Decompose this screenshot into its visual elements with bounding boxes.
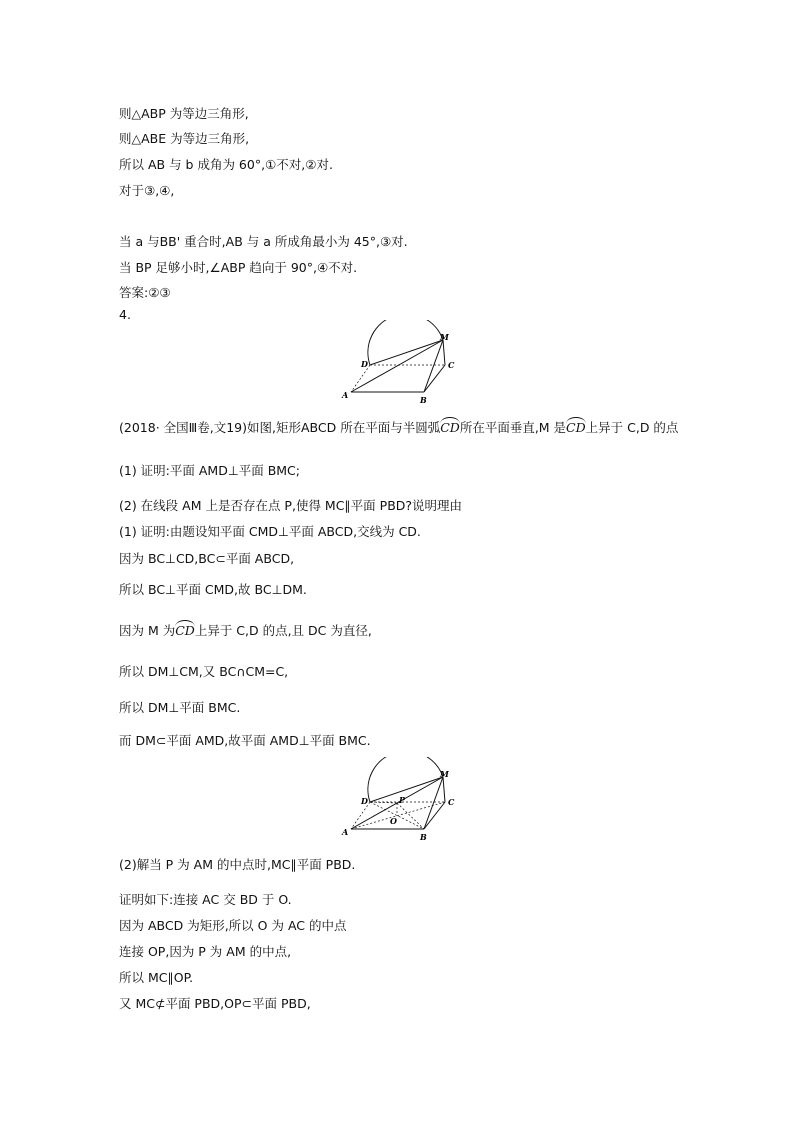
text-line: 所以 AB 与 b 成角为 60°,①不对,②对. [119,157,333,172]
solution-line: 而 DM⊂平面 AMD,故平面 AMD⊥平面 BMC. [119,733,371,748]
solution-line: 因为 ABCD 为矩形,所以 O 为 AC 的中点 [119,918,347,933]
solution-line: 因为 BC⊥CD,BC⊂平面 ABCD, [119,551,295,566]
text-line: 答案:②③ [119,285,171,300]
arc-cd: CD [175,623,195,638]
solution-part: 因为 M 为 [119,623,176,638]
solution-line: 所以 DM⊥平面 BMC. [119,700,241,715]
solution-line: 又 MC⊄平面 PBD,OP⊂平面 PBD, [119,996,311,1011]
text-line: 当 a 与BB' 重合时,AB 与 a 所成角最小为 45°,③对. [119,234,408,249]
text-line: 则△ABP 为等边三角形, [119,106,249,121]
label-m: M [440,332,449,342]
solution-line [119,623,372,639]
label-p: P [399,795,406,805]
label-b: B [420,395,427,405]
label-m: M [440,769,449,779]
solution-line: 连接 OP,因为 P 为 AM 的中点, [119,944,292,959]
problem-statement [119,420,678,436]
solution-line: 所以 DM⊥CM,又 BC∩CM=C, [119,664,289,679]
problem-part: (2018· 全国Ⅲ卷,文19)如图,矩形ABCD 所在平面与半圆弧 [119,420,441,435]
text-line: 则△ABE 为等边三角形, [119,131,250,146]
label-d: D [361,796,368,806]
arc-cd: CD [566,420,586,435]
problem-part: 上异于 C,D 的点 [585,420,679,435]
label-o: O [390,816,397,826]
geometry-figure-1 [335,320,465,408]
label-a: A [342,827,349,837]
question-2: (2) 在线段 AM 上是否存在点 P,使得 MC∥平面 PBD?说明理由 [119,498,463,513]
arc-cd: CD [440,420,460,435]
solution-line: (1) 证明:由题设知平面 CMD⊥平面 ABCD,交线为 CD. [119,524,421,539]
text-line: 当 BP 足够小时,∠ABP 趋向于 90°,④不对. [119,260,358,275]
label-d: D [361,359,368,369]
solution-line: 所以 MC∥OP. [119,970,194,985]
geometry-figure-2 [335,757,465,845]
question-1: (1) 证明:平面 AMD⊥平面 BMC; [119,463,300,478]
label-c: C [448,797,455,807]
problem-number: 4. [119,307,131,322]
solution-line: (2)解当 P 为 AM 的中点时,MC∥平面 PBD. [119,857,356,872]
solution-part: 上异于 C,D 的点,且 DC 为直径, [194,623,372,638]
solution-line: 所以 BC⊥平面 CMD,故 BC⊥DM. [119,582,307,597]
label-b: B [420,832,427,842]
problem-part: 所在平面垂直,M 是 [459,420,567,435]
text-line: 对于③,④, [119,183,175,198]
solution-line: 证明如下:连接 AC 交 BD 于 O. [119,892,292,907]
label-c: C [448,360,455,370]
label-a: A [342,390,349,400]
